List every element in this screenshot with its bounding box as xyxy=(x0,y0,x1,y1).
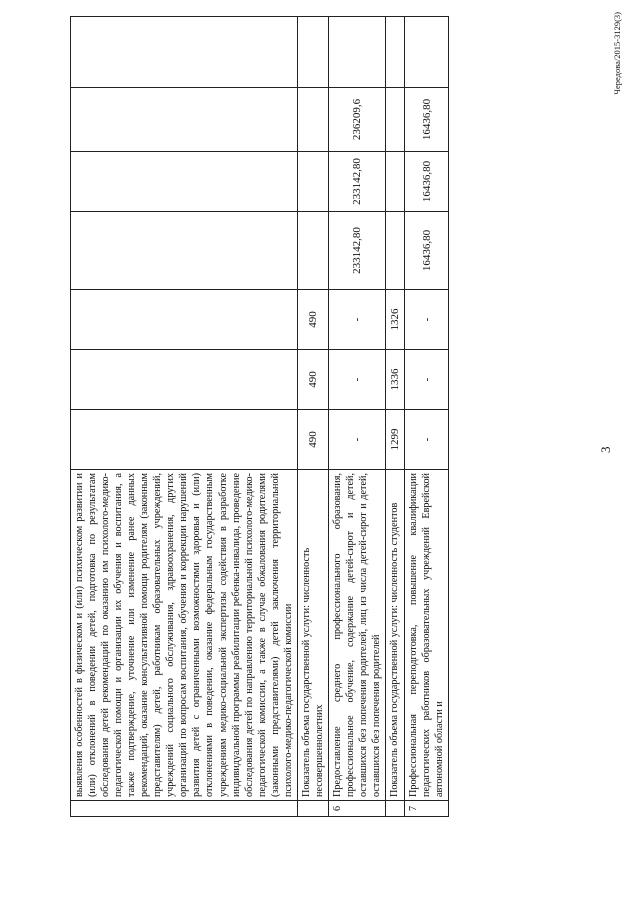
value-cell xyxy=(297,88,328,152)
value-cell: 490 xyxy=(297,290,328,350)
row-index xyxy=(297,801,328,817)
value-cell xyxy=(71,88,298,152)
volume-indicator: Показатель объема государственной услуги: численность несовершеннолетних xyxy=(297,470,328,801)
value-cell: 1336 xyxy=(386,350,405,410)
row-index xyxy=(386,801,405,817)
value-cell xyxy=(386,88,405,152)
value-cell xyxy=(386,152,405,212)
value-cell: 1299 xyxy=(386,410,405,470)
service-description: Профессиональная переподготовка, повышение квалификации педагогических работников образовательных учреждений Еврейской автономной области и xyxy=(405,470,449,801)
row-index: 6 xyxy=(328,801,385,817)
value-cell xyxy=(71,152,298,212)
value-cell xyxy=(297,212,328,290)
value-cell xyxy=(71,350,298,410)
service-description: выявления особенностей в физическом и (или) психическом развитии и (или) отклонений в поведении детей, подготовка по результатам обследования детей рекомендаций по оказанию им психолого-медико-педагогической помощи и организации их обучения и воспитания, а также подтверждение, уточнение или изменение ранее данных рекомендаций, оказание консультативной помощи родителям (законным представителям) детей, работникам образовательных учреждений, учреждений социального обслуживания, здравоохранения, других организаций по вопросам воспитания, обучения и коррекции нарушений развития детей с ограниченными возможностями здоровья и (или) отклонениями в поведении, оказание федеральным государственным учреждениям медико-социальной экспертизы содействия в разработке индивидуальной программы реабилитации ребенка-инвалида, проведение обследования детей по направлению территориальной психолого-медико-педагогической комиссии, а также в случае обжалования родителями (законными представителями) детей заключения территориальной психолого-медико-педагогической комиссии xyxy=(71,470,298,801)
value-cell: - xyxy=(328,290,385,350)
table-row xyxy=(328,17,385,817)
value-cell xyxy=(386,17,405,88)
value-cell: 1326 xyxy=(386,290,405,350)
volume-indicator: Показатель объема государственной услуги: численность студентов xyxy=(386,470,405,801)
value-cell: 490 xyxy=(297,350,328,410)
service-description: Предоставление среднего профессионального образования, профессиональное обучение, содержание детей-сирот и детей, оставшихся без попечения родителей, лиц из числа детей-сирот и детей, оставшихся без попечения родителей xyxy=(328,470,385,801)
table-row xyxy=(386,17,405,817)
value-cell: 16436,80 xyxy=(405,152,449,212)
table-row xyxy=(71,17,298,817)
value-cell: 16436,80 xyxy=(405,212,449,290)
row-index xyxy=(71,801,298,817)
value-cell: - xyxy=(405,350,449,410)
value-cell: - xyxy=(328,410,385,470)
value-cell: 16436,80 xyxy=(405,88,449,152)
value-cell xyxy=(71,17,298,88)
value-cell xyxy=(405,17,449,88)
value-cell: - xyxy=(405,410,449,470)
value-cell xyxy=(386,212,405,290)
value-cell xyxy=(71,290,298,350)
value-cell: 490 xyxy=(297,410,328,470)
budget-table xyxy=(70,16,449,817)
value-cell: 233142,80 xyxy=(328,212,385,290)
value-cell xyxy=(297,17,328,88)
value-cell xyxy=(328,17,385,88)
table-row xyxy=(297,17,328,817)
table-row xyxy=(405,17,449,817)
value-cell xyxy=(71,410,298,470)
value-cell: - xyxy=(328,350,385,410)
row-index: 7 xyxy=(405,801,449,817)
margin-note: Чередова/2015-3129(3) xyxy=(612,12,622,95)
page-number: 3 xyxy=(598,446,613,453)
value-cell: 236209,6 xyxy=(328,88,385,152)
value-cell: 233142,80 xyxy=(328,152,385,212)
value-cell: - xyxy=(405,290,449,350)
value-cell xyxy=(297,152,328,212)
value-cell xyxy=(71,212,298,290)
